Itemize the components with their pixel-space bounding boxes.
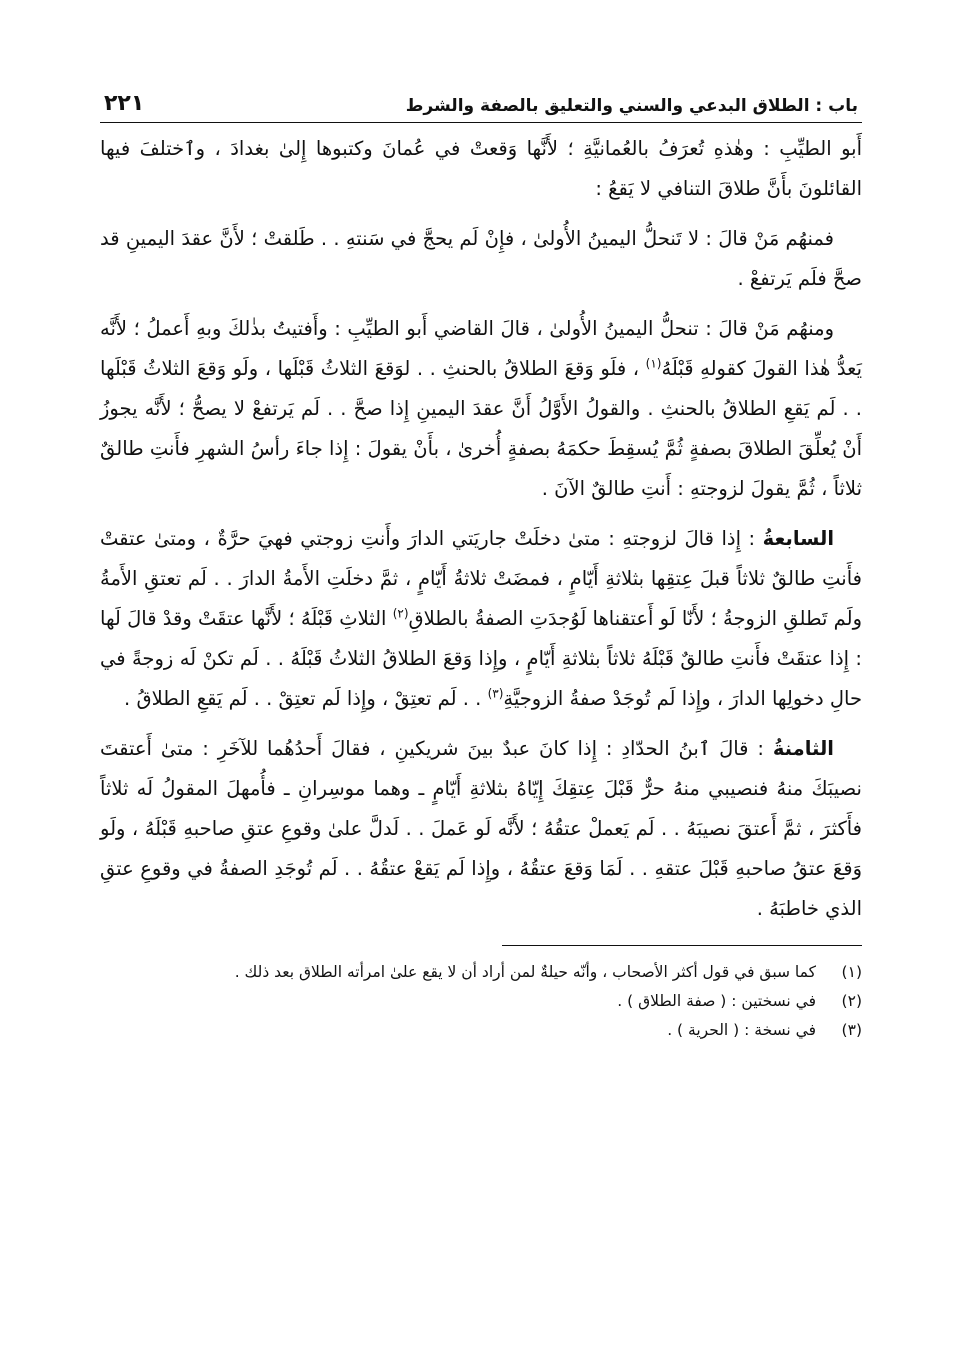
footnote-text: في نسخة : ( الحرية ) . [667, 1021, 816, 1039]
paragraph-eighth-case [100, 729, 862, 929]
paragraph-text: أَبو الطيِّبِ : وهٰذهِ تُعرَفُ بالعُمانيَّةِ ؛ لأَنَّها وَقعتْ في عُمانَ وكتبوها إِلىٰ بغدادَ ، وٱختلفَ فيها القائلونَ بأَنَّ طلاقَ التنافي لا يَقعُ : [100, 137, 862, 200]
paragraph-continuation [100, 129, 862, 209]
paragraph-text: : إِذا قالَ لزوجتهِ : متىٰ دخلَتْ جاريَتي الدارَ وأَنتِ زوجتي فهيَ حرَّةٌ ، ومتىٰ عتقتْ فأَنتِ طالقٌ ثلاثاً قبلَ عِتقِها بثلاثةِ أَيّامٍ ، فمضَتْ ثلاثةُ أَيّامٍ ، ثمَّ دخلَتِ الأَمةُ الدارَ . . لَم تعتقِ الأَمةُ ولَم تَطلقِ الزوجةُ ؛ لأَنّا لَو أَعتقناها لَوُجدَتِ الصفةُ بالطلاقِ [100, 527, 862, 630]
footnotes [100, 958, 862, 1045]
paragraph-text: ومنهُم مَنْ قالَ : تنحلُّ اليمينُ الأُولىٰ ، قالَ القاضي أَبو الطيِّبِ : وأَفتيتُ بذٰلكَ وبهِ أَعملُ ؛ لأَنَّه يَعدُّ هٰذا القولَ كقولهِ قَبْلَهُ [100, 317, 862, 380]
paragraph-text: ، فلَو وَقعَ الطلاقُ بالحنثِ . . لوَقعَ الثلاثُ قَبْلَها ، ولَو وَقعَ الثلاثُ قَبْلَها . . لَم يَقعِ الطلاقُ بالحنثِ . والقولُ الأَوَّلُ أَنَّ عقدَ اليمينِ إِذا صحَّ . . لَم يَرتفعْ لا يصحُّ ؛ لأَنَّه يجوزُ أَنْ يُعلِّقَ الطلاقَ بصفةٍ ثُمَّ يُسقِطَ حكمَهُ بصفةٍ أُخرىٰ ، بأَنْ يقولَ : إِذا جاءَ رأسُ الشهرِ فأَنتِ طالقٌ ثلاثاً ، ثُمَّ يقولَ لزوجتهِ : أَنتِ طالقٌ الآنَ . [100, 357, 862, 500]
chapter-title: باب : الطلاق البدعي والسني والتعليق بالصفة والشرط [405, 96, 858, 116]
footnote-marker[interactable]: (٣) [487, 686, 504, 701]
footnote-marker[interactable]: (٢) [392, 606, 409, 621]
paragraph-text: الثلاثِ قَبْلَهُ ؛ لأَنَّها عتقَتْ وقدْ قالَ لَها : إِذا عتقَتْ فأَنتِ طالقٌ قَبْلَهُ ثلاثاً بثلاثةِ أَيّامٍ ، وإِذا وَقعَ الطلاقُ الثلاثُ قَبْلَهُ . . لَم تكنْ لَه زوجةً في حالِ دخولِها الدارَ ، وإِذا لَم تُوجَدْ صفةُ الزوجيَّةِ [100, 607, 862, 710]
book-page [100, 80, 862, 1045]
footnote-item [100, 958, 862, 987]
footnote-number: (٢) [841, 992, 862, 1010]
running-header [100, 80, 862, 123]
paragraph-second-opinion [100, 309, 862, 509]
case-label: الثامنةُ [772, 737, 834, 760]
case-label: السابعةُ [762, 527, 834, 550]
paragraph-text: . . لَم تعتِقْ ، وإِذا لَم تعتِقْ . . لَم يَقعِ الطلاقُ . [124, 687, 488, 710]
paragraph-text: فمنهُم مَنْ قالَ : لا تَنحلُّ اليمينُ الأُولىٰ ، فإِنْ لَم يحجَّ في سَنتهِ . . طَلقتْ ؛ لأَنَّ عقدَ اليمينِ قد صحَّ فلَم يَرتفعْ . [100, 227, 862, 290]
footnote-text: كما سبق في قول أكثر الأصحاب ، وأنّه حيلةٌ لمن أراد أن لا يقع علىٰ امرأته الطلاق بعد ذلك . [234, 963, 816, 981]
paragraph-seventh-case [100, 519, 862, 719]
footnote-number: (١) [841, 963, 862, 981]
main-text [100, 129, 862, 929]
footnote-divider [502, 945, 862, 946]
paragraph-text: : قالَ ٱبنُ الحدّادِ : إِذا كانَ عبدٌ بينَ شريكينِ ، فقالَ أَحدُهُما للآخَرِ : متىٰ أَعتقتَ نصيبَكَ منهُ فنصيبي منهُ حرٌّ قَبْلَ عِتقِكَ إِيّاهُ بثلاثةِ أَيّامٍ ـ وهما موسِرانِ ـ فأُمهلَ المقولُ لَه ثلاثاً فأَكثرَ ، ثمَّ أَعتقَ نصيبَهُ . . لَم يَعملْ عتقُهُ ؛ لأَنَّه لَو عَملَ . . لَدلَّ علىٰ وقوعِ عتقِ صاحبهِ قَبْلَهُ ، ولَو وَقعَ عتقُ صاحبهِ قَبْلَ عتقهِ . . لَمَا وَقعَ عتقُهُ ، وإِذا لَم يَقعْ عتقُهُ . . لَم تُوجَدِ الصفةُ في وقوعِ عتقِ الذي خاطبَهُ . [100, 737, 862, 920]
paragraph-first-opinion [100, 219, 862, 299]
footnote-item [100, 987, 862, 1016]
footnote-marker[interactable]: (١) [645, 356, 662, 371]
footnote-text: في نسختين : ( صفة الطلاق ) . [617, 992, 816, 1010]
footnote-item [100, 1016, 862, 1045]
footnote-number: (٣) [841, 1021, 862, 1039]
page-number: ٢٢١ [104, 91, 145, 116]
